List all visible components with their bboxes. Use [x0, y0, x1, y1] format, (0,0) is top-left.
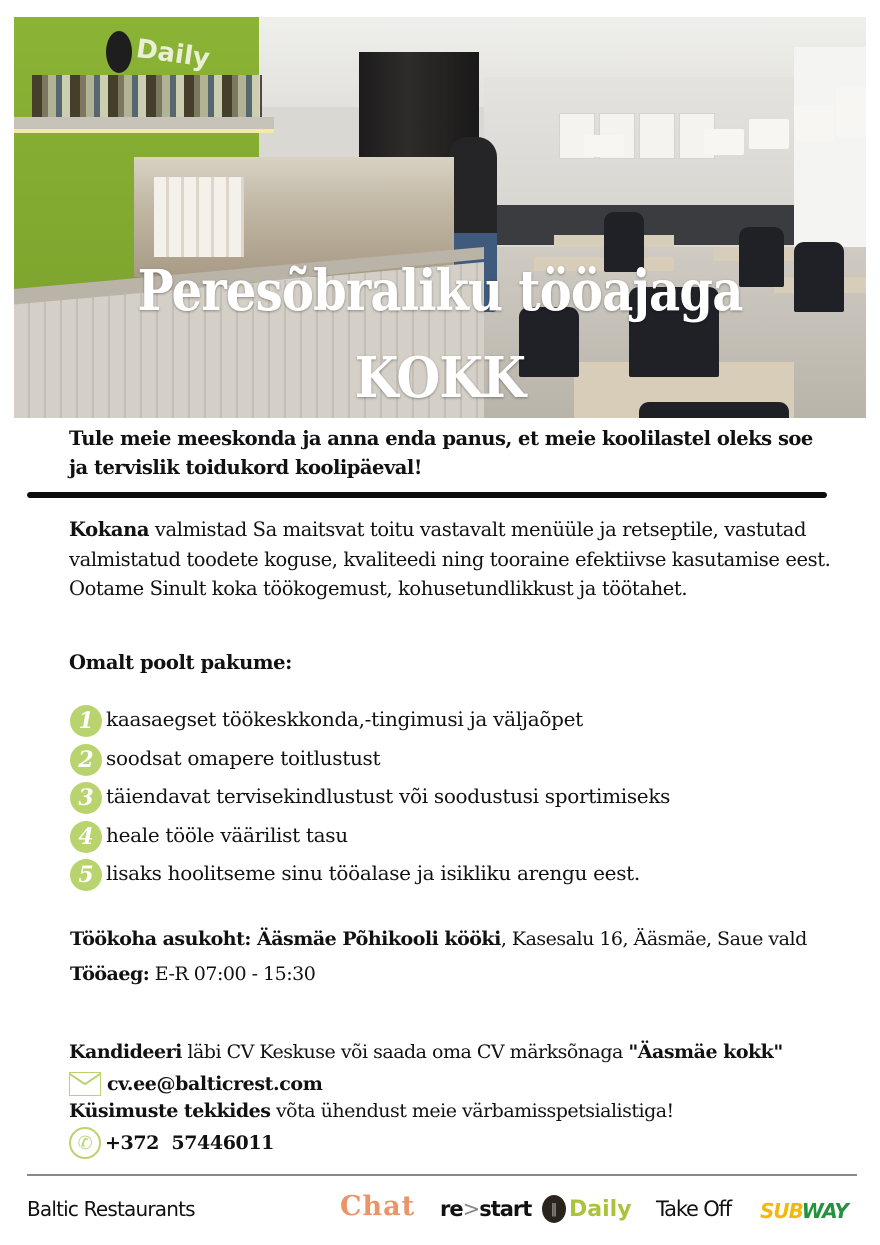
intro-text: Tule meie meeskonda ja anna enda panus, et meie koolilastel oleks soe ja tervislik toidukord koolipäeval! — [69, 427, 813, 479]
offer-text: täiendavat tervisekindlustust või soodustusi sportimiseks — [106, 784, 671, 809]
offers-list — [70, 700, 850, 893]
photo-shelf — [14, 117, 274, 129]
job-hours — [70, 963, 315, 985]
description-lead: Kokana — [69, 518, 150, 541]
hours-value: E-R 07:00 - 15:30 — [149, 963, 316, 985]
offer-text: soodsat omapere toitlustust — [106, 745, 381, 770]
baltic-restaurants-logo: Baltic Restaurants — [27, 1197, 195, 1221]
subway-way: WAY — [801, 1199, 848, 1223]
apply-keyword: "Äasmäe kokk" — [628, 1041, 783, 1063]
restart-arrow: > — [462, 1197, 480, 1221]
photo-lamp — [584, 135, 624, 157]
apply-instructions — [69, 1041, 869, 1063]
description-text: valmistad Sa maitsvat toitu vastavalt menüüle ja retseptile, vastutad valmistatud toodete koguse, kvaliteedi ning tooraine efektiivse kasutamise eest. — [69, 518, 831, 571]
subway-logo — [760, 1199, 848, 1223]
location-address: , Kasesalu 16, Ääsmäe, Saue vald — [500, 928, 807, 950]
photo-window — [794, 47, 866, 247]
section-divider — [27, 492, 827, 498]
number-4-icon: 4 — [70, 821, 102, 853]
offer-item — [70, 700, 850, 739]
photo-lamp — [749, 119, 789, 149]
questions-body: võta ühendust meie värbamisspetsialistiga! — [270, 1100, 674, 1122]
apply-lead: Kandideeri — [69, 1041, 182, 1063]
number-3-icon: 3 — [70, 782, 102, 814]
takeoff-logo: Take Off — [656, 1197, 731, 1221]
offer-text: heale tööle väärilist tasu — [106, 822, 348, 847]
offer-text: lisaks hoolitseme sinu tööalase ja isikliku arengu eest. — [106, 861, 640, 886]
number-5-icon: 5 — [70, 859, 102, 891]
apply-text: läbi CV Keskuse või saada oma CV märksõnaga — [181, 1041, 629, 1063]
job-location — [70, 928, 870, 950]
phone-icon: ✆ — [69, 1127, 101, 1159]
offers-title: Omalt poolt pakume: — [69, 651, 292, 674]
chat-logo: Chat — [340, 1191, 416, 1222]
number-2-icon: 2 — [70, 744, 102, 776]
photo-cups — [154, 177, 244, 257]
questions-lead: Küsimuste tekkides — [69, 1100, 271, 1122]
photo-poster — [639, 113, 675, 159]
offer-text: kaasaegset töökeskkonda,-tingimusi ja väljaõpet — [106, 707, 583, 732]
photo-lamp — [704, 129, 744, 155]
daily-sign: Daily — [134, 34, 212, 74]
subway-sub: SUB — [760, 1199, 802, 1223]
fork-knife-icon: ‖ — [542, 1195, 566, 1223]
hero-title-line2: KOKK — [354, 345, 526, 411]
number-1-icon: 1 — [70, 705, 102, 737]
email-row — [69, 1072, 322, 1096]
photo-lamp — [794, 105, 834, 141]
offer-item — [70, 777, 850, 816]
offer-item — [70, 816, 850, 855]
daily-logo-badge — [106, 31, 132, 73]
daily-wordmark: Daily — [569, 1196, 632, 1222]
restart-start: start — [479, 1197, 532, 1221]
restart-logo — [440, 1197, 531, 1221]
hero-title-line1: Peresõbraliku tööajaga — [137, 258, 743, 324]
job-description — [69, 515, 849, 604]
phone-row — [69, 1127, 274, 1159]
email-link[interactable]: cv.ee@balticrest.com — [107, 1073, 323, 1095]
description-requirements: Ootame Sinult koka töökogemust, kohusetundlikkust ja töötahet. — [69, 577, 688, 600]
photo-shelf-light — [14, 129, 274, 133]
footer-divider — [27, 1174, 857, 1176]
phone-number[interactable]: +372 57446011 — [105, 1132, 274, 1154]
questions-text — [69, 1100, 674, 1122]
photo-lamp — [836, 87, 866, 137]
location-label: Töökoha asukoht: Ääsmäe Põhikooli kööki — [70, 928, 501, 950]
hours-label: Tööaeg: — [70, 963, 150, 985]
offer-item — [70, 854, 850, 893]
daily-logo — [542, 1195, 632, 1223]
photo-bottles — [32, 75, 262, 119]
envelope-icon — [69, 1072, 101, 1096]
restart-re: re — [440, 1197, 463, 1221]
offer-item — [70, 739, 850, 778]
